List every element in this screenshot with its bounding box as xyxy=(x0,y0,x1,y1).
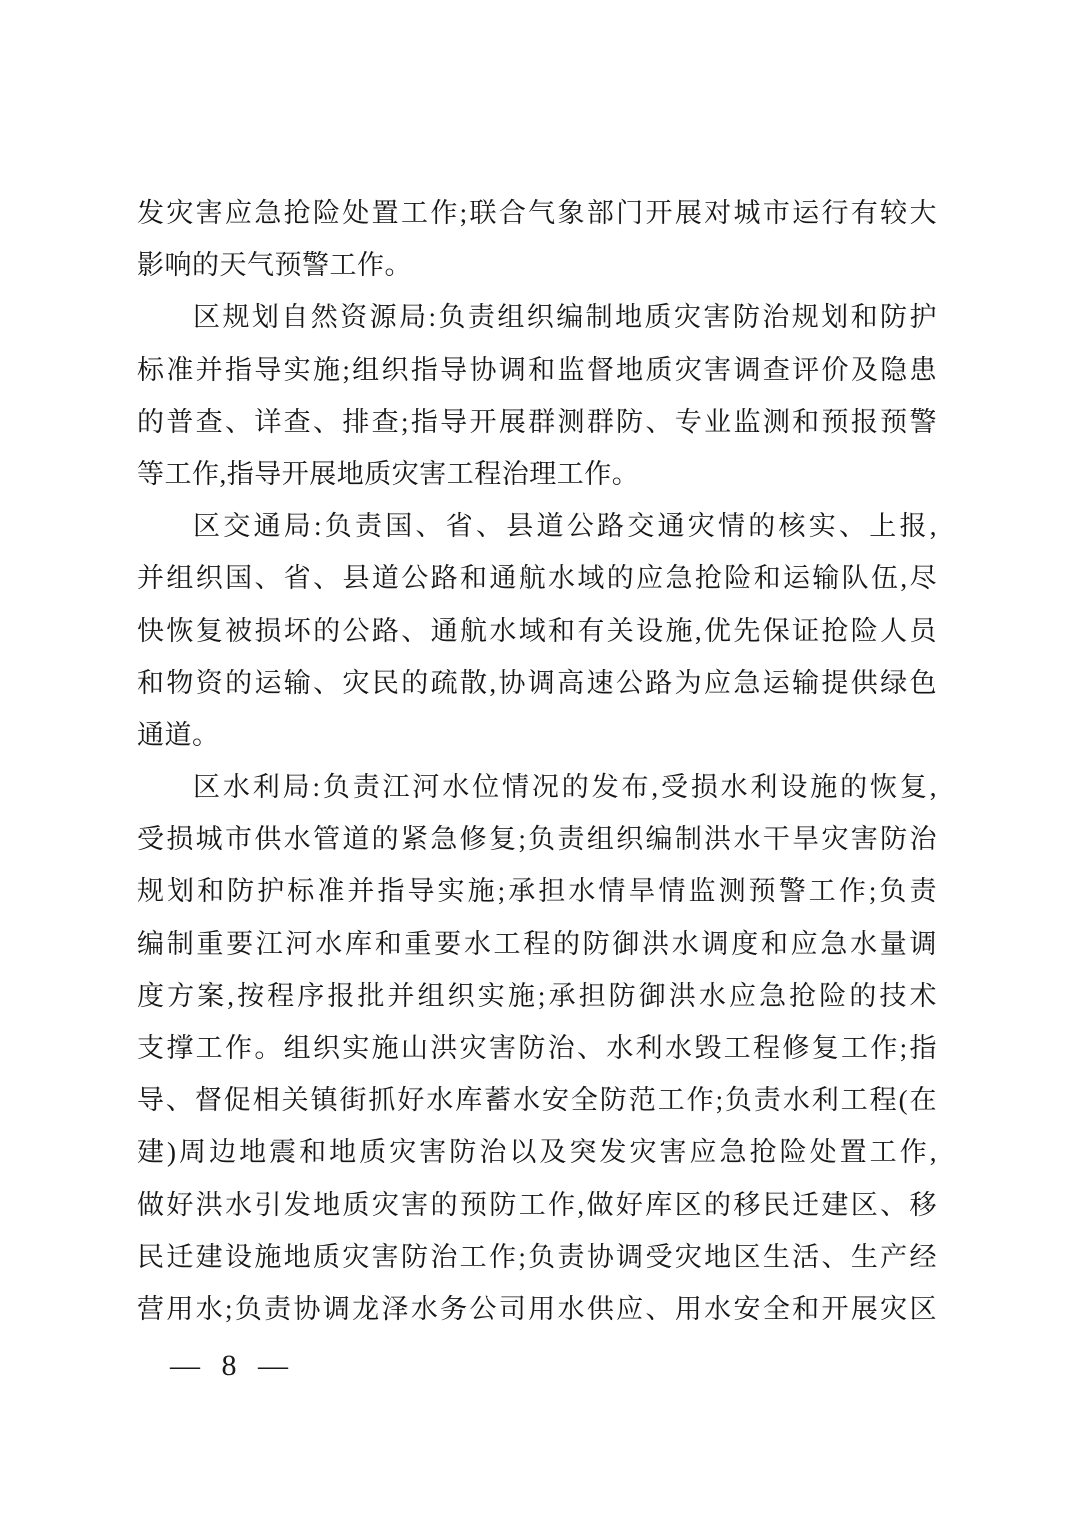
page-number: — 8 — xyxy=(170,1349,288,1382)
document-line: 营用水;负责协调龙泽水务公司用水供应、用水安全和开展灾区 xyxy=(137,1293,937,1324)
document-line: 影响的天气预警工作。 xyxy=(137,250,412,281)
document-line: 通道。 xyxy=(137,719,220,750)
document-body xyxy=(137,187,937,1335)
document-line: 区交通局:负责国、省、县道公路交通灾情的核实、上报, xyxy=(193,511,937,542)
document-line: 规划和防护标准并指导实施;承担水情旱情监测预警工作;负责 xyxy=(137,876,937,907)
document-line: 度方案,按程序报批并组织实施;承担防御洪水应急抢险的技术 xyxy=(137,980,937,1011)
document-line: 建)周边地震和地质灾害防治以及突发灾害应急抢险处置工作, xyxy=(137,1137,937,1168)
document-line: 导、督促相关镇街抓好水库蓄水安全防范工作;负责水利工程(在 xyxy=(137,1085,937,1116)
document-line: 民迁建设施地质灾害防治工作;负责协调受灾地区生活、生产经 xyxy=(137,1241,937,1272)
document-line: 等工作,指导开展地质灾害工程治理工作。 xyxy=(137,458,640,489)
document-line: 标准并指导实施;组织指导协调和监督地质灾害调查评价及隐患 xyxy=(137,354,937,385)
document-line: 受损城市供水管道的紧急修复;负责组织编制洪水干旱灾害防治 xyxy=(137,824,937,855)
document-line: 并组织国、省、县道公路和通航水域的应急抢险和运输队伍,尽 xyxy=(137,563,937,594)
document-line: 支撑工作。组织实施山洪灾害防治、水利水毁工程修复工作;指 xyxy=(137,1033,937,1063)
document-line: 的普查、详查、排查;指导开展群测群防、专业监测和预报预警 xyxy=(137,406,937,437)
document-line: 编制重要江河水库和重要水工程的防御洪水调度和应急水量调 xyxy=(137,928,937,959)
document-line: 快恢复被损坏的公路、通航水域和有关设施,优先保证抢险人员 xyxy=(137,615,937,646)
document-line: 发灾害应急抢险处置工作;联合气象部门开展对城市运行有较大 xyxy=(137,198,937,228)
document-line: 区水利局:负责江河水位情况的发布,受损水利设施的恢复, xyxy=(193,772,937,803)
document-line: 和物资的运输、灾民的疏散,协调高速公路为应急运输提供绿色 xyxy=(137,667,937,698)
document-line: 区规划自然资源局:负责组织编制地质灾害防治规划和防护 xyxy=(193,302,937,333)
document-line: 做好洪水引发地质灾害的预防工作,做好库区的移民迁建区、移 xyxy=(137,1189,937,1220)
